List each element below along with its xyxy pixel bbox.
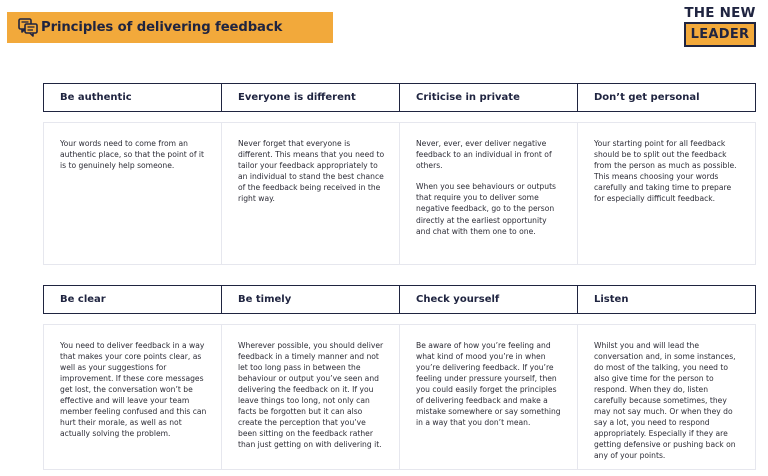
principle-heading: Don’t get personal — [594, 92, 700, 103]
principle-card — [222, 324, 400, 470]
principle-text: Your words need to come from an authentic place, so that the point of it is to genuinely help someone. — [60, 139, 205, 171]
principle-heading: Criticise in private — [400, 84, 578, 111]
row-2-descriptions — [43, 324, 756, 470]
principle-card — [400, 324, 578, 470]
principle-card — [222, 122, 400, 265]
principles-row-2 — [43, 285, 756, 470]
principles-row-1 — [43, 83, 756, 265]
principle-text: Never forget that everyone is different. This means that you need to tailor your feedback appropriately to an individual to stand the best chance of the feedback being received in the right way. — [238, 139, 385, 204]
principle-card — [43, 122, 222, 265]
principle-text: When you see behaviours or outputs that require you to deliver some negative feedback, go to the person directly at the earliest opportunity and chat with them one to one. — [416, 182, 556, 236]
logo-badge — [684, 22, 756, 47]
row-2-headers — [43, 285, 756, 314]
logo-line-2: LEADER — [690, 27, 750, 42]
principle-heading: Everyone is different — [222, 84, 400, 111]
principle-text: You need to deliver feedback in a way that makes your core points clear, as well as your suggestions for improvement. If these core messages get lost, the conversation won’t be effective and will leave your team member feeling confused and this can hurt their morale, as well as not actually solving the problem. — [60, 341, 207, 438]
principle-heading: Check yourself — [400, 286, 578, 313]
row-1-headers — [43, 83, 756, 112]
title-banner — [7, 12, 333, 43]
principle-card — [400, 122, 578, 265]
principle-heading: Be clear — [44, 286, 222, 313]
principle-heading: Be authentic — [44, 84, 222, 111]
feedback-chat-icon — [18, 18, 38, 37]
brand-logo — [680, 5, 760, 49]
principle-heading: Listen — [594, 294, 629, 305]
logo-line-1: THE NEW — [684, 5, 756, 21]
principle-text: Wherever possible, you should deliver feedback in a timely manner and not let too long pass in between the behaviour or output you’ve seen and delivering the feedback on it. If you leave things too long, not only can facts be forgotten but it can also create the perception that you’ve been sitting on the feedback rather than just getting on with delivering it. — [238, 341, 384, 449]
principle-text: Never, ever, ever deliver negative feedback to an individual in front of others. — [416, 139, 552, 171]
page-title: Principles of delivering feedback — [41, 20, 283, 35]
principle-card — [578, 122, 756, 265]
principle-text: Whilst you and will lead the conversation and, in some instances, do most of the talking, you need to also give time for the person to respond. When they do, listen carefully because sometimes, they may not say much. Or when they do say a lot, you need to respond appropriately. Especially if they are getting defensive or pushing back on any of your points. — [594, 341, 736, 460]
principle-heading: Be timely — [222, 286, 400, 313]
principle-card — [578, 324, 756, 470]
row-1-descriptions — [43, 122, 756, 265]
principle-text: Your starting point for all feedback should be to split out the feedback from the person as much as possible. This means choosing your words carefully and taking time to prepare for especially difficult feedback. — [594, 139, 737, 204]
principle-card — [43, 324, 222, 470]
principle-text: Be aware of how you’re feeling and what kind of mood you’re in when you’re delivering feedback. If you’re feeling under pressure yourself, then you could easily forget the principles of delivering feedback and make a mistake somewhere or say something in a way that you don’t mean. — [416, 341, 561, 427]
